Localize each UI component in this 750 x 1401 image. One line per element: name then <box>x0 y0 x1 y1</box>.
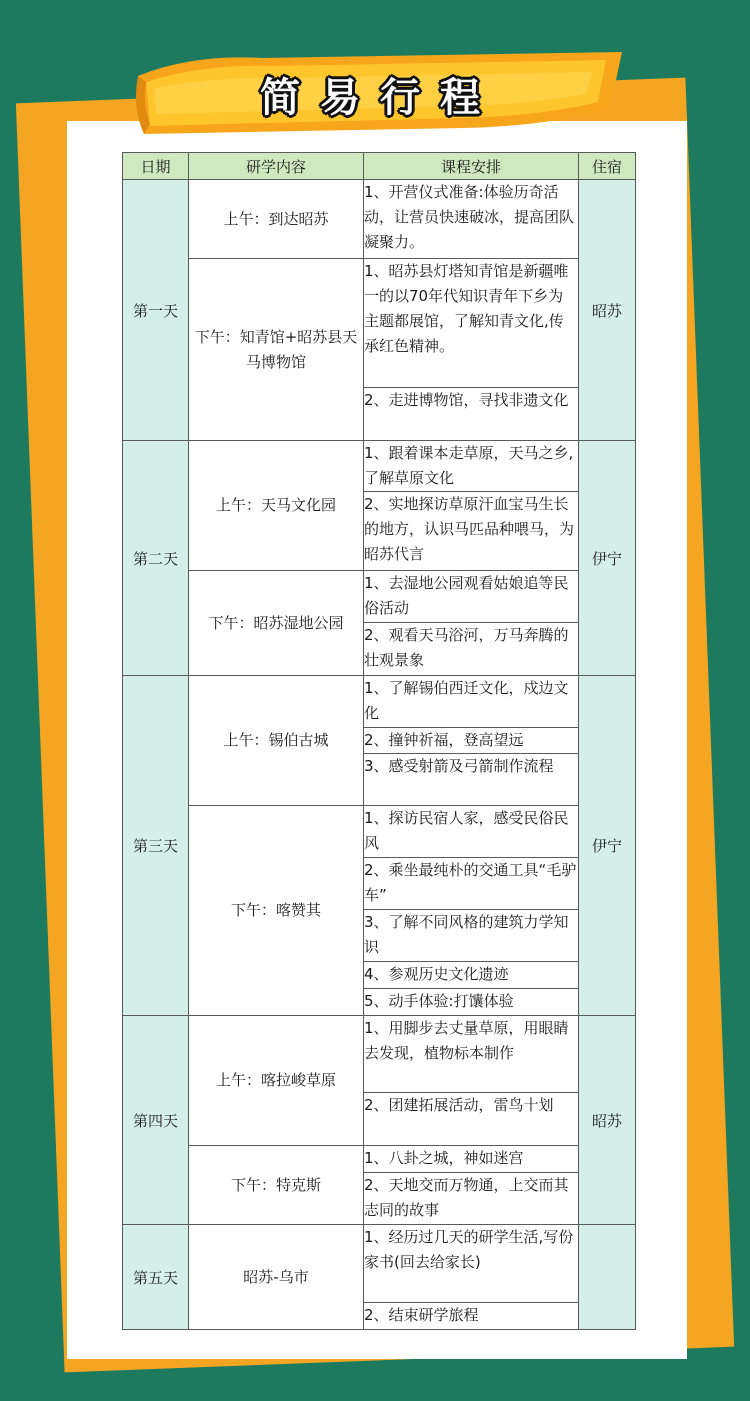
stay-cell: 昭苏 <box>579 1016 636 1225</box>
content-cell: 上午：喀拉峻草原 <box>189 1016 364 1146</box>
schedule-item: 2、团建拓展活动，雷鸟十划 <box>364 1093 579 1146</box>
schedule-item: 1、开营仪式准备:体验历奇活动，让营员快速破冰，提高团队凝聚力。 <box>364 180 579 259</box>
table-row <box>123 1146 636 1173</box>
title-banner <box>132 48 628 140</box>
schedule-item: 2、撞钟祈福，登高望远 <box>364 728 579 754</box>
content-cell: 上午：锡伯古城 <box>189 676 364 806</box>
table-row <box>123 571 636 623</box>
content-cell: 昭苏-乌市 <box>189 1225 364 1330</box>
stay-cell: 昭苏 <box>579 180 636 441</box>
table-header-row <box>123 153 636 180</box>
schedule-item: 2、走进博物馆，寻找非遗文化 <box>364 388 579 441</box>
day-cell: 第一天 <box>123 180 189 441</box>
schedule-item: 2、实地探访草原汗血宝马生长的地方，认识马匹品种喂马，为昭苏代言 <box>364 492 579 571</box>
schedule-item: 2、观看天马浴河，万马奔腾的壮观景象 <box>364 623 579 676</box>
schedule-item: 4、参观历史文化遗迹 <box>364 962 579 989</box>
day-cell: 第三天 <box>123 676 189 1016</box>
content-cell: 下午：喀赞其 <box>189 806 364 1016</box>
schedule-item: 1、探访民宿人家，感受民俗民风 <box>364 806 579 858</box>
table-row <box>123 441 636 492</box>
schedule-item: 1、用脚步去丈量草原，用眼睛去发现，植物标本制作 <box>364 1016 579 1093</box>
schedule-item: 2、乘坐最纯朴的交通工具“毛驴车” <box>364 858 579 910</box>
header-stay: 住宿 <box>579 153 636 180</box>
day-cell: 第五天 <box>123 1225 189 1330</box>
header-content: 研学内容 <box>189 153 364 180</box>
schedule-item: 1、了解锡伯西迁文化，戍边文化 <box>364 676 579 728</box>
schedule-item: 1、跟着课本走草原，天马之乡,了解草原文化 <box>364 441 579 492</box>
day-cell: 第四天 <box>123 1016 189 1225</box>
schedule-item: 3、了解不同风格的建筑力学知识 <box>364 910 579 962</box>
schedule-item: 1、经历过几天的研学生活,写份家书(回去给家长) <box>364 1225 579 1303</box>
header-date: 日期 <box>123 153 189 180</box>
page-title: 简易行程 <box>260 75 500 121</box>
table-row <box>123 180 636 259</box>
content-cell: 上午：到达昭苏 <box>189 180 364 259</box>
schedule-item: 1、昭苏县灯塔知青馆是新疆唯一的以70年代知识青年下乡为主题都展馆，了解知青文化,传承红色精神。 <box>364 259 579 388</box>
schedule-item: 1、去湿地公园观看姑娘追等民俗活动 <box>364 571 579 623</box>
content-cell: 下午：特克斯 <box>189 1146 364 1225</box>
stay-cell <box>579 1225 636 1330</box>
stay-cell: 伊宁 <box>579 441 636 676</box>
content-cell: 下午：知青馆+昭苏县天马博物馆 <box>189 259 364 441</box>
itinerary-table <box>122 152 636 1330</box>
stay-cell: 伊宁 <box>579 676 636 1016</box>
schedule-item: 2、天地交而万物通，上交而其志同的故事 <box>364 1173 579 1225</box>
table-row <box>123 1225 636 1303</box>
table-row <box>123 806 636 858</box>
day-cell: 第二天 <box>123 441 189 676</box>
content-cell: 上午：天马文化园 <box>189 441 364 571</box>
table-row <box>123 1016 636 1093</box>
schedule-item: 5、动手体验:打馕体验 <box>364 989 579 1016</box>
schedule-item: 3、感受射箭及弓箭制作流程 <box>364 754 579 806</box>
schedule-item: 1、八卦之城，神如迷宫 <box>364 1146 579 1173</box>
table-row <box>123 259 636 388</box>
schedule-item: 2、结束研学旅程 <box>364 1303 579 1330</box>
header-schedule: 课程安排 <box>364 153 579 180</box>
table-row <box>123 676 636 728</box>
content-cell: 下午：昭苏湿地公园 <box>189 571 364 676</box>
